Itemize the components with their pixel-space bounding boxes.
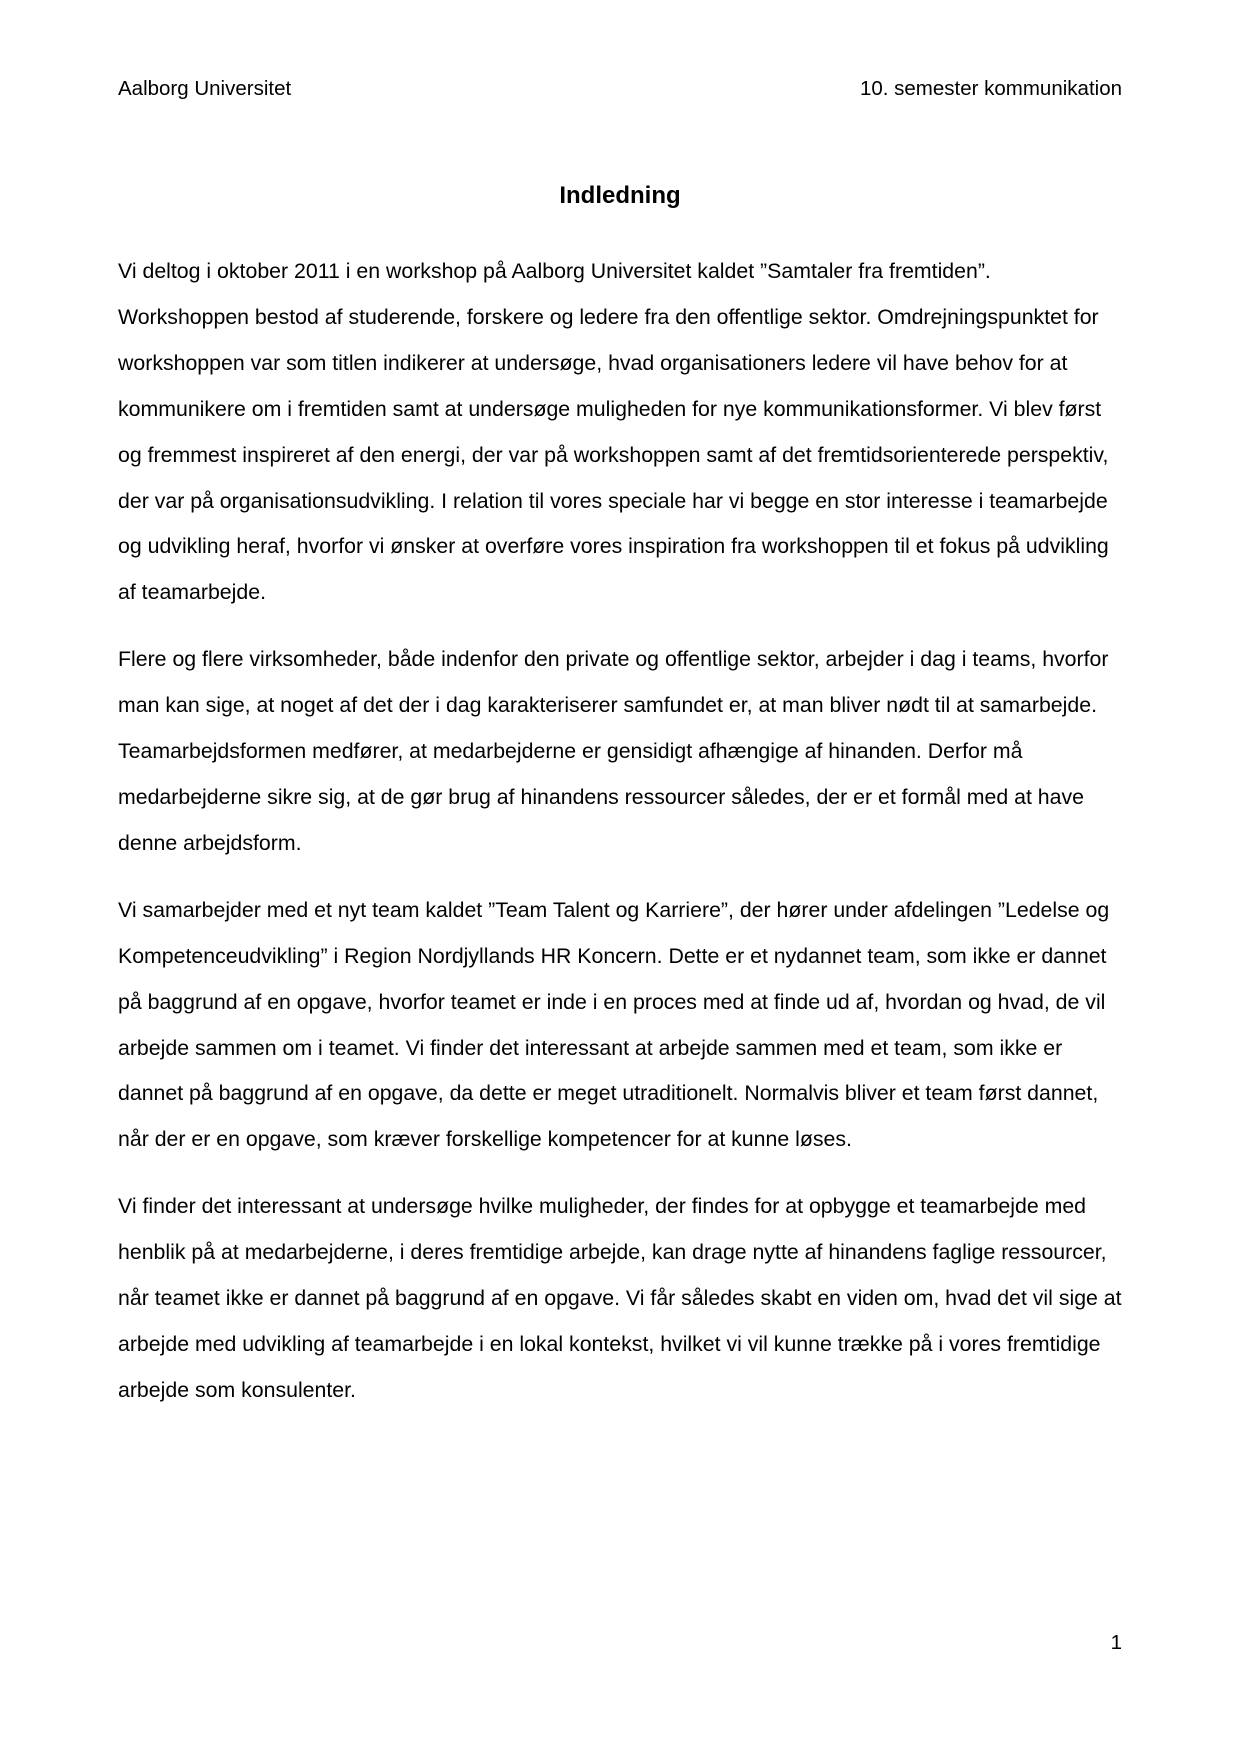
body-text: [118, 249, 1122, 1435]
running-header: [118, 76, 1122, 102]
paragraph-3: Vi samarbejder med et nyt team kaldet ”Team Talent og Karriere”, der hører under afdelingen ”Ledelse og Kompetenceudvikling” i Region Nordjyllands HR Koncern. Dette er et nydannet team, som ikke er dannet på baggrund af en opgave, hvorfor teamet er inde i en proces med at finde ud af, hvordan og hvad, de vil arbejde sammen om i teamet. Vi finder det interessant at arbejde sammen med et team, som ikke er dannet på baggrund af en opgave, da dette er meget utraditionelt. Normalvis bliver et team først dannet, når der er en opgave, som kræver forskellige kompetencer for at kunne løses.: [118, 897, 1110, 1152]
paragraph-2: Flere og flere virksomheder, både indenfor den private og offentlige sektor, arbejder i dag i teams, hvorfor man kan sige, at noget af det der i dag karakteriserer samfundet er, at man bliver nødt til at samarbejde. Teamarbejdsformen medfører, at medarbejderne er gensidigt afhængige af hinanden. Derfor må medarbejderne sikre sig, at de gør brug af hinandens ressourcer således, der er et formål med at have denne arbejdsform.: [118, 647, 1109, 855]
paragraph-4: Vi finder det interessant at undersøge hvilke muligheder, der findes for at opbygge et teamarbejde med henblik på at medarbejderne, i deres fremtidige arbejde, kan drage nytte af hinandens faglige ressourcer, når teamet ikke er dannet på baggrund af en opgave. Vi får således skabt en viden om, hvad det vil sige at arbejde med udvikling af teamarbejde i en lokal kontekst, hvilket vi vil kunne trække på i vores fremtidige arbejde som konsulenter.: [118, 1194, 1122, 1402]
paragraph-1: Vi deltog i oktober 2011 i en workshop på Aalborg Universitet kaldet ”Samtaler fra fremtiden”. Workshoppen bestod af studerende, forskere og ledere fra den offentlige sektor. Omdrejningspunktet for workshoppen var som titlen indikerer at undersøge, hvad organisationers ledere vil have behov for at kommunikere om i fremtiden samt at undersøge muligheden for nye kommunikationsformer. Vi blev først og fremmest inspireret af den energi, der var på workshoppen samt af det fremtidsorienterede perspektiv, der var på organisationsudvikling. I relation til vores speciale har vi begge en stor interesse i teamarbejde og udvikling heraf, hvorfor vi ønsker at overføre vores inspiration fra workshoppen til et fokus på udvikling af teamarbejde.: [118, 259, 1109, 605]
section-title: Indledning: [559, 182, 681, 209]
header-right-course: 10. semester kommunikation: [859, 77, 1122, 100]
header-left-institution: Aalborg Universitet: [118, 77, 292, 100]
page-number: 1: [1110, 1631, 1122, 1654]
